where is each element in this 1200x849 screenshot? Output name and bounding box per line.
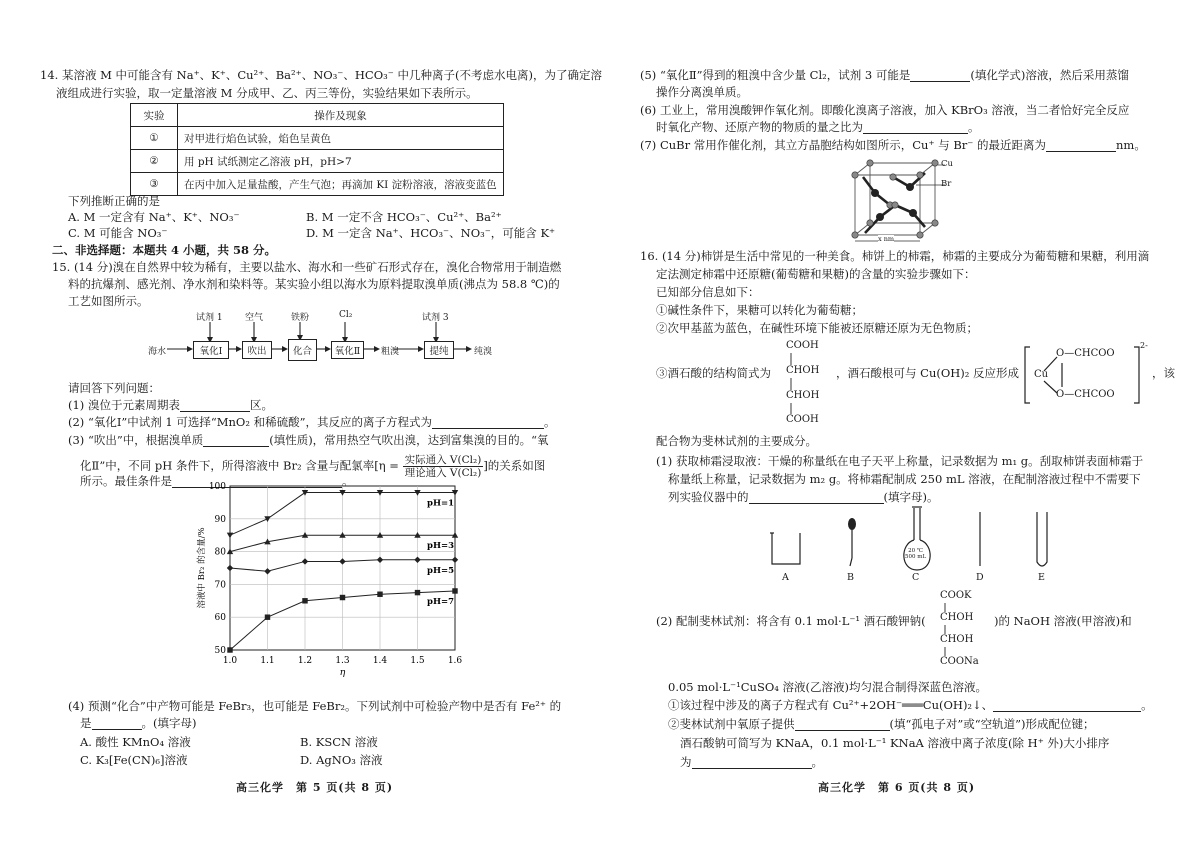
data-point xyxy=(302,558,308,564)
q15-part6-text: 时氧化产物、还原产物的物质的量之比为 xyxy=(656,120,863,134)
page-footer: 高三化学 第 6 页(共 8 页) xyxy=(818,781,976,794)
structure-group: COOH xyxy=(786,340,819,351)
section-heading: 二、非选择题：本题共 4 小题，共 58 分。 xyxy=(52,243,277,257)
q15-part3-text3: 化Ⅱ”中，不同 pH 条件下，所得溶液中 Br₂ 含量与配氯率[η = xyxy=(80,458,399,473)
cu-label: Cu xyxy=(941,159,953,169)
series-label: pH=7 xyxy=(427,596,455,607)
answer-blank xyxy=(1046,139,1116,152)
data-point xyxy=(227,565,233,571)
flask-label: 20 ℃ 500 mL xyxy=(905,548,927,561)
unit-cell-drawing xyxy=(845,155,955,245)
flow-reagent-3: 试剂 3 xyxy=(422,313,449,323)
q15-part1-text: (1) 溴位于元素周期表 xyxy=(68,398,180,412)
q15-part4-text: 是 xyxy=(80,716,92,730)
q14-option-c: C. M 可能含 NO₃⁻ xyxy=(68,226,168,240)
fraction-denominator: 理论通入 V(Cl₂) xyxy=(404,467,482,480)
q15-part4-tail: 。(填字母) xyxy=(141,716,197,730)
flow-step-blow-out: 吹出 xyxy=(242,341,272,359)
flow-step-purify: 提纯 xyxy=(424,341,454,359)
structure-bonds xyxy=(786,340,806,430)
data-point xyxy=(265,614,270,619)
q15-part3-text4: ]的关系如图 xyxy=(483,458,546,473)
data-point xyxy=(452,557,458,563)
q16-part2-sub1-tail: 。 xyxy=(1141,698,1153,712)
data-point xyxy=(264,516,270,522)
structure-group: CHOH xyxy=(786,365,820,376)
q16-part2-sub1-text: ①该过程中涉及的离子方程式有 Cu²⁺+2OH⁻═══Cu(OH)₂↓、 xyxy=(668,698,994,712)
x-axis-label: η xyxy=(339,667,346,678)
complex-cu: Cu xyxy=(1034,369,1049,380)
tartaric-acid-structure xyxy=(786,340,836,430)
data-point xyxy=(377,557,383,563)
q15-stem-line3: 工艺如图所示。 xyxy=(68,294,149,308)
q16-stem-line1: 16. (14 分)柿饼是生活中常见的一种美食。柿饼上的柿霜，柿霜的主要成分为葡萄糖和果糖，利用滴 xyxy=(640,249,1150,263)
apparatus-drawings xyxy=(750,500,1070,590)
q15-part7-tail: nm。 xyxy=(1116,138,1146,152)
q15-part3-text: (3) “吹出”中，根据溴单质 xyxy=(68,433,204,447)
y-tick-label: 50 xyxy=(214,646,226,656)
answer-blank xyxy=(692,756,812,769)
q15-part6-line2 xyxy=(656,120,980,134)
complex-charge: 2- xyxy=(1140,341,1148,350)
x-tick-label: 1.1 xyxy=(260,656,275,666)
data-point xyxy=(377,592,382,597)
q16-part1-line1: (1) 获取柿霜浸取液：干燥的称量纸在电子天平上称量，记录数据为 m₁ g。刮取柿饼表面柿霜于 xyxy=(656,454,1144,468)
q16-part2-text2: )的 NaOH 溶液(甲溶液)和 xyxy=(994,614,1132,628)
table-cell: ② xyxy=(131,150,178,173)
table-header-cell: 实验 xyxy=(131,104,178,127)
apparatus-label-b: B xyxy=(847,572,854,583)
structure-group: COONa xyxy=(940,656,979,667)
q16-part2-line2: 0.05 mol·L⁻¹CuSO₄ 溶液(乙溶液)均匀混合制得深蓝色溶液。 xyxy=(668,680,987,694)
q15-option-c: C. K₃[Fe(CN)₆]溶液 xyxy=(80,753,188,767)
flow-step-combine: 化合 xyxy=(288,339,317,361)
data-point xyxy=(264,568,270,574)
apparatus-label-a: A xyxy=(782,572,789,583)
series-label: pH=3 xyxy=(427,541,455,552)
q16-known-heading: 已知部分信息如下： xyxy=(656,285,760,299)
table-cell: ③ xyxy=(131,173,178,196)
table-cell: 在丙中加入足量盐酸，产生气泡；再滴加 KI 淀粉溶液，溶液变蓝色 xyxy=(178,173,504,196)
q15-part2-text: (2) “氧化Ⅰ”中试剂 1 可选择“MnO₂ 和稀硫酸”，其反应的离子方程式为 xyxy=(68,415,433,429)
answer-blank xyxy=(993,699,1141,712)
q16-part2-text: (2) 配制斐林试剂：将含有 0.1 mol·L⁻¹ 酒石酸钾钠( xyxy=(656,614,926,628)
q15-part6-tail: 。 xyxy=(968,120,980,134)
q15-stem-line2: 料的抗爆剂、感光剂、净水剂和染料等。某实验小组以海水为原料提取溴单质(沸点为 58.8 ℃)的 xyxy=(68,277,560,291)
flow-end-label: 纯溴 xyxy=(474,347,493,357)
cell-dimension-label: x nm xyxy=(878,235,895,243)
flow-step-oxidation-1: 氧化Ⅰ xyxy=(193,341,229,359)
q16-known-2: ②次甲基蓝为蓝色，在碱性环境下能被还原糖还原为无色物质； xyxy=(656,321,978,335)
data-point xyxy=(302,598,307,603)
x-tick-label: 1.0 xyxy=(222,656,238,666)
structure-group: CHOH xyxy=(940,634,974,645)
q16-known-3-line2: 配合物为斐林试剂的主要成分。 xyxy=(656,434,817,448)
complex-bottom-chain: O—CHCOO xyxy=(1056,389,1115,400)
knat-structure xyxy=(940,590,992,672)
q16-part2-sub2-text2: (填“孤电子对”或“空轨道”)形成配位键； xyxy=(889,717,1095,731)
q16-part2-sub2 xyxy=(668,717,1095,731)
q16-part2-sub2-line3 xyxy=(680,755,823,769)
q15-part5-text: (5) “氧化Ⅱ”得到的粗溴中含少量 Cl₂，试剂 3 可能是 xyxy=(640,68,911,82)
q15-option-d: D. AgNO₃ 溶液 xyxy=(300,753,383,767)
structure-group: CHOH xyxy=(786,390,820,401)
complex-top-chain: O—CHCOO xyxy=(1056,348,1115,359)
x-tick-label: 1.6 xyxy=(447,656,463,666)
answer-blank xyxy=(92,717,142,730)
q14-stem-line1: 14. 某溶液 M 中可能含有 Na⁺、K⁺、Cu²⁺、Ba²⁺、NO₃⁻、HCO₃⁻ 中几种离子(不考虑水电离)，为了确定溶 xyxy=(40,68,602,82)
data-point xyxy=(414,557,420,563)
data-point xyxy=(227,533,233,539)
q15-part2-tail: 。 xyxy=(544,415,556,429)
y-tick-label: 90 xyxy=(214,514,226,525)
data-point xyxy=(452,588,457,593)
apparatus-row xyxy=(750,500,1070,590)
q15-option-a: A. 酸性 KMnO₄ 溶液 xyxy=(80,735,191,749)
q15-part3-text2: (填性质)，常用热空气吹出溴，达到富集溴的目的。“氧 xyxy=(269,433,549,447)
q15-part7-text: (7) CuBr 常用作催化剂，其立方晶胞结构如图所示，Cu⁺ 与 Br⁻ 的最近距离为 xyxy=(640,138,1047,152)
q14-ask: 下列推断正确的是 xyxy=(68,194,160,208)
q16-part1-tail: (填字母)。 xyxy=(883,490,939,504)
q16-known-3-text2: ，酒石酸根可与 Cu(OH)₂ 反应形成 xyxy=(836,366,1020,380)
apparatus-label-d: D xyxy=(976,572,984,583)
series-label: pH=1 xyxy=(427,498,455,509)
q15-part1-tail: 区。 xyxy=(249,398,273,412)
flow-reagent-air: 空气 xyxy=(245,313,264,323)
q15-intro: 请回答下列问题： xyxy=(68,381,160,395)
series-label: pH=5 xyxy=(427,565,455,576)
flow-start-label: 海水 xyxy=(148,347,167,357)
data-point xyxy=(415,590,420,595)
flow-reagent-cl2: Cl₂ xyxy=(339,310,353,320)
q15-part4-line1: (4) 预测“化合”中产物可能是 FeBr₃，也可能是 FeBr₂。下列试剂中可检验产物中是否有 Fe²⁺ 的 xyxy=(68,699,562,713)
structure-group: CHOH xyxy=(940,612,974,623)
flow-reagent-1: 试剂 1 xyxy=(196,313,223,323)
q16-part2-sub2-text3: 为 xyxy=(680,755,692,769)
fraction-numerator: 实际通入 V(Cl₂) xyxy=(404,454,482,466)
q16-part2-sub2-line2: 酒石酸钠可简写为 KNaA，0.1 mol·L⁻¹ KNaA 溶液中离子浓度(除 H⁺ 外)大小排序 xyxy=(680,736,1110,750)
q16-part1-line2: 称量纸上称量，记录数据为 m₂ g。将柿霜配制成 250 mL 溶液，在配制溶液过程中不需要下 xyxy=(668,472,1141,486)
table-cell: ① xyxy=(131,127,178,150)
q16-known-3-tail: ，该 xyxy=(1152,366,1175,380)
q15-part6-line1: (6) 工业上，常用溴酸钾作氧化剂。即酸化溴离子溶液，加入 KBrO₃ 溶液，当二者恰好完全反应 xyxy=(640,103,1130,117)
apparatus-label-c: C xyxy=(912,572,920,583)
q16-part1-text: 列实验仪器中的 xyxy=(668,490,749,504)
q14-option-a: A. M 一定含有 Na⁺、K⁺、NO₃⁻ xyxy=(68,210,240,224)
structure-group: COOK xyxy=(940,590,972,601)
page-footer: 高三化学 第 5 页(共 8 页) xyxy=(236,781,394,794)
q15-part5-text2: (填化学式)溶液，然后采用蒸馏 xyxy=(970,68,1129,82)
x-tick-label: 1.2 xyxy=(297,656,313,666)
q14-option-d: D. M 一定含 Na⁺、HCO₃⁻、NO₃⁻，可能含 K⁺ xyxy=(306,226,556,240)
flow-reagent-iron: 铁粉 xyxy=(291,313,310,323)
table-cell: 用 pH 试纸测定乙溶液 pH，pH>7 xyxy=(178,150,504,173)
right-page xyxy=(600,0,1200,849)
structure-group: COOH xyxy=(786,414,819,425)
y-tick-label: 70 xyxy=(214,580,226,591)
table-header-cell: 操作及现象 xyxy=(178,104,504,127)
q15-part4-line2 xyxy=(80,716,196,730)
q16-part2-sub2-text: ②斐林试剂中氧原子提供 xyxy=(668,717,795,731)
y-axis-label: 溶液中 Br₂ 的含量/% xyxy=(197,527,207,609)
q16-stem-line2: 定法测定柿霜中还原糖(葡萄糖和果糖)的含量的实验步骤如下： xyxy=(656,267,976,281)
q15-part7 xyxy=(640,138,1146,152)
data-point xyxy=(227,647,232,652)
flow-mid-label: 粗溴 xyxy=(381,347,400,357)
q15-part3-text5: 所示。最佳条件是 xyxy=(80,474,172,488)
structure-bonds xyxy=(940,590,960,672)
data-point xyxy=(340,595,345,600)
q14-stem-line2: 液组成进行实验，取一定量溶液 M 分成甲、乙、丙三等份，实验结果如下表所示。 xyxy=(56,86,478,100)
q15-stem-line1: 15. (14 分)溴在自然界中较为稀有，主要以盐水、海水和一些矿石形式存在，溴化合物常用于制造燃 xyxy=(52,260,562,274)
cubr-unit-cell xyxy=(845,155,955,245)
answer-blank xyxy=(795,718,890,731)
x-tick-label: 1.3 xyxy=(335,656,350,666)
br-label: Br xyxy=(941,179,952,189)
x-tick-label: 1.4 xyxy=(372,656,388,666)
q15-part5-line2: 操作分离溴单质。 xyxy=(656,85,748,99)
q15-part3-tail: 。 xyxy=(342,474,354,488)
data-point xyxy=(339,558,345,564)
table-cell: 对甲进行焰色试验，焰色呈黄色 xyxy=(178,127,504,150)
q15-option-b: B. KSCN 溶液 xyxy=(300,735,378,749)
q16-part2-sub1 xyxy=(668,698,1153,712)
q15-part5-line1 xyxy=(640,68,1129,82)
x-tick-label: 1.5 xyxy=(410,656,425,666)
q16-known-3-text: ③酒石酸的结构简式为 xyxy=(656,366,771,380)
flow-step-oxidation-2: 氧化Ⅱ xyxy=(331,341,364,359)
answer-blank xyxy=(863,121,968,134)
apparatus-label-e: E xyxy=(1038,572,1045,583)
y-tick-label: 60 xyxy=(214,613,226,624)
y-tick-label: 100 xyxy=(208,482,226,492)
y-tick-label: 80 xyxy=(214,547,226,558)
q16-part2-sub2-tail: 。 xyxy=(811,755,823,769)
fehling-complex-structure xyxy=(1022,341,1148,405)
q14-option-b: B. M 一定不含 HCO₃⁻、Cu²⁺、Ba²⁺ xyxy=(306,210,502,224)
q16-known-1: ①碱性条件下，果糖可以转化为葡萄糖； xyxy=(656,303,863,317)
answer-blank xyxy=(910,69,970,82)
